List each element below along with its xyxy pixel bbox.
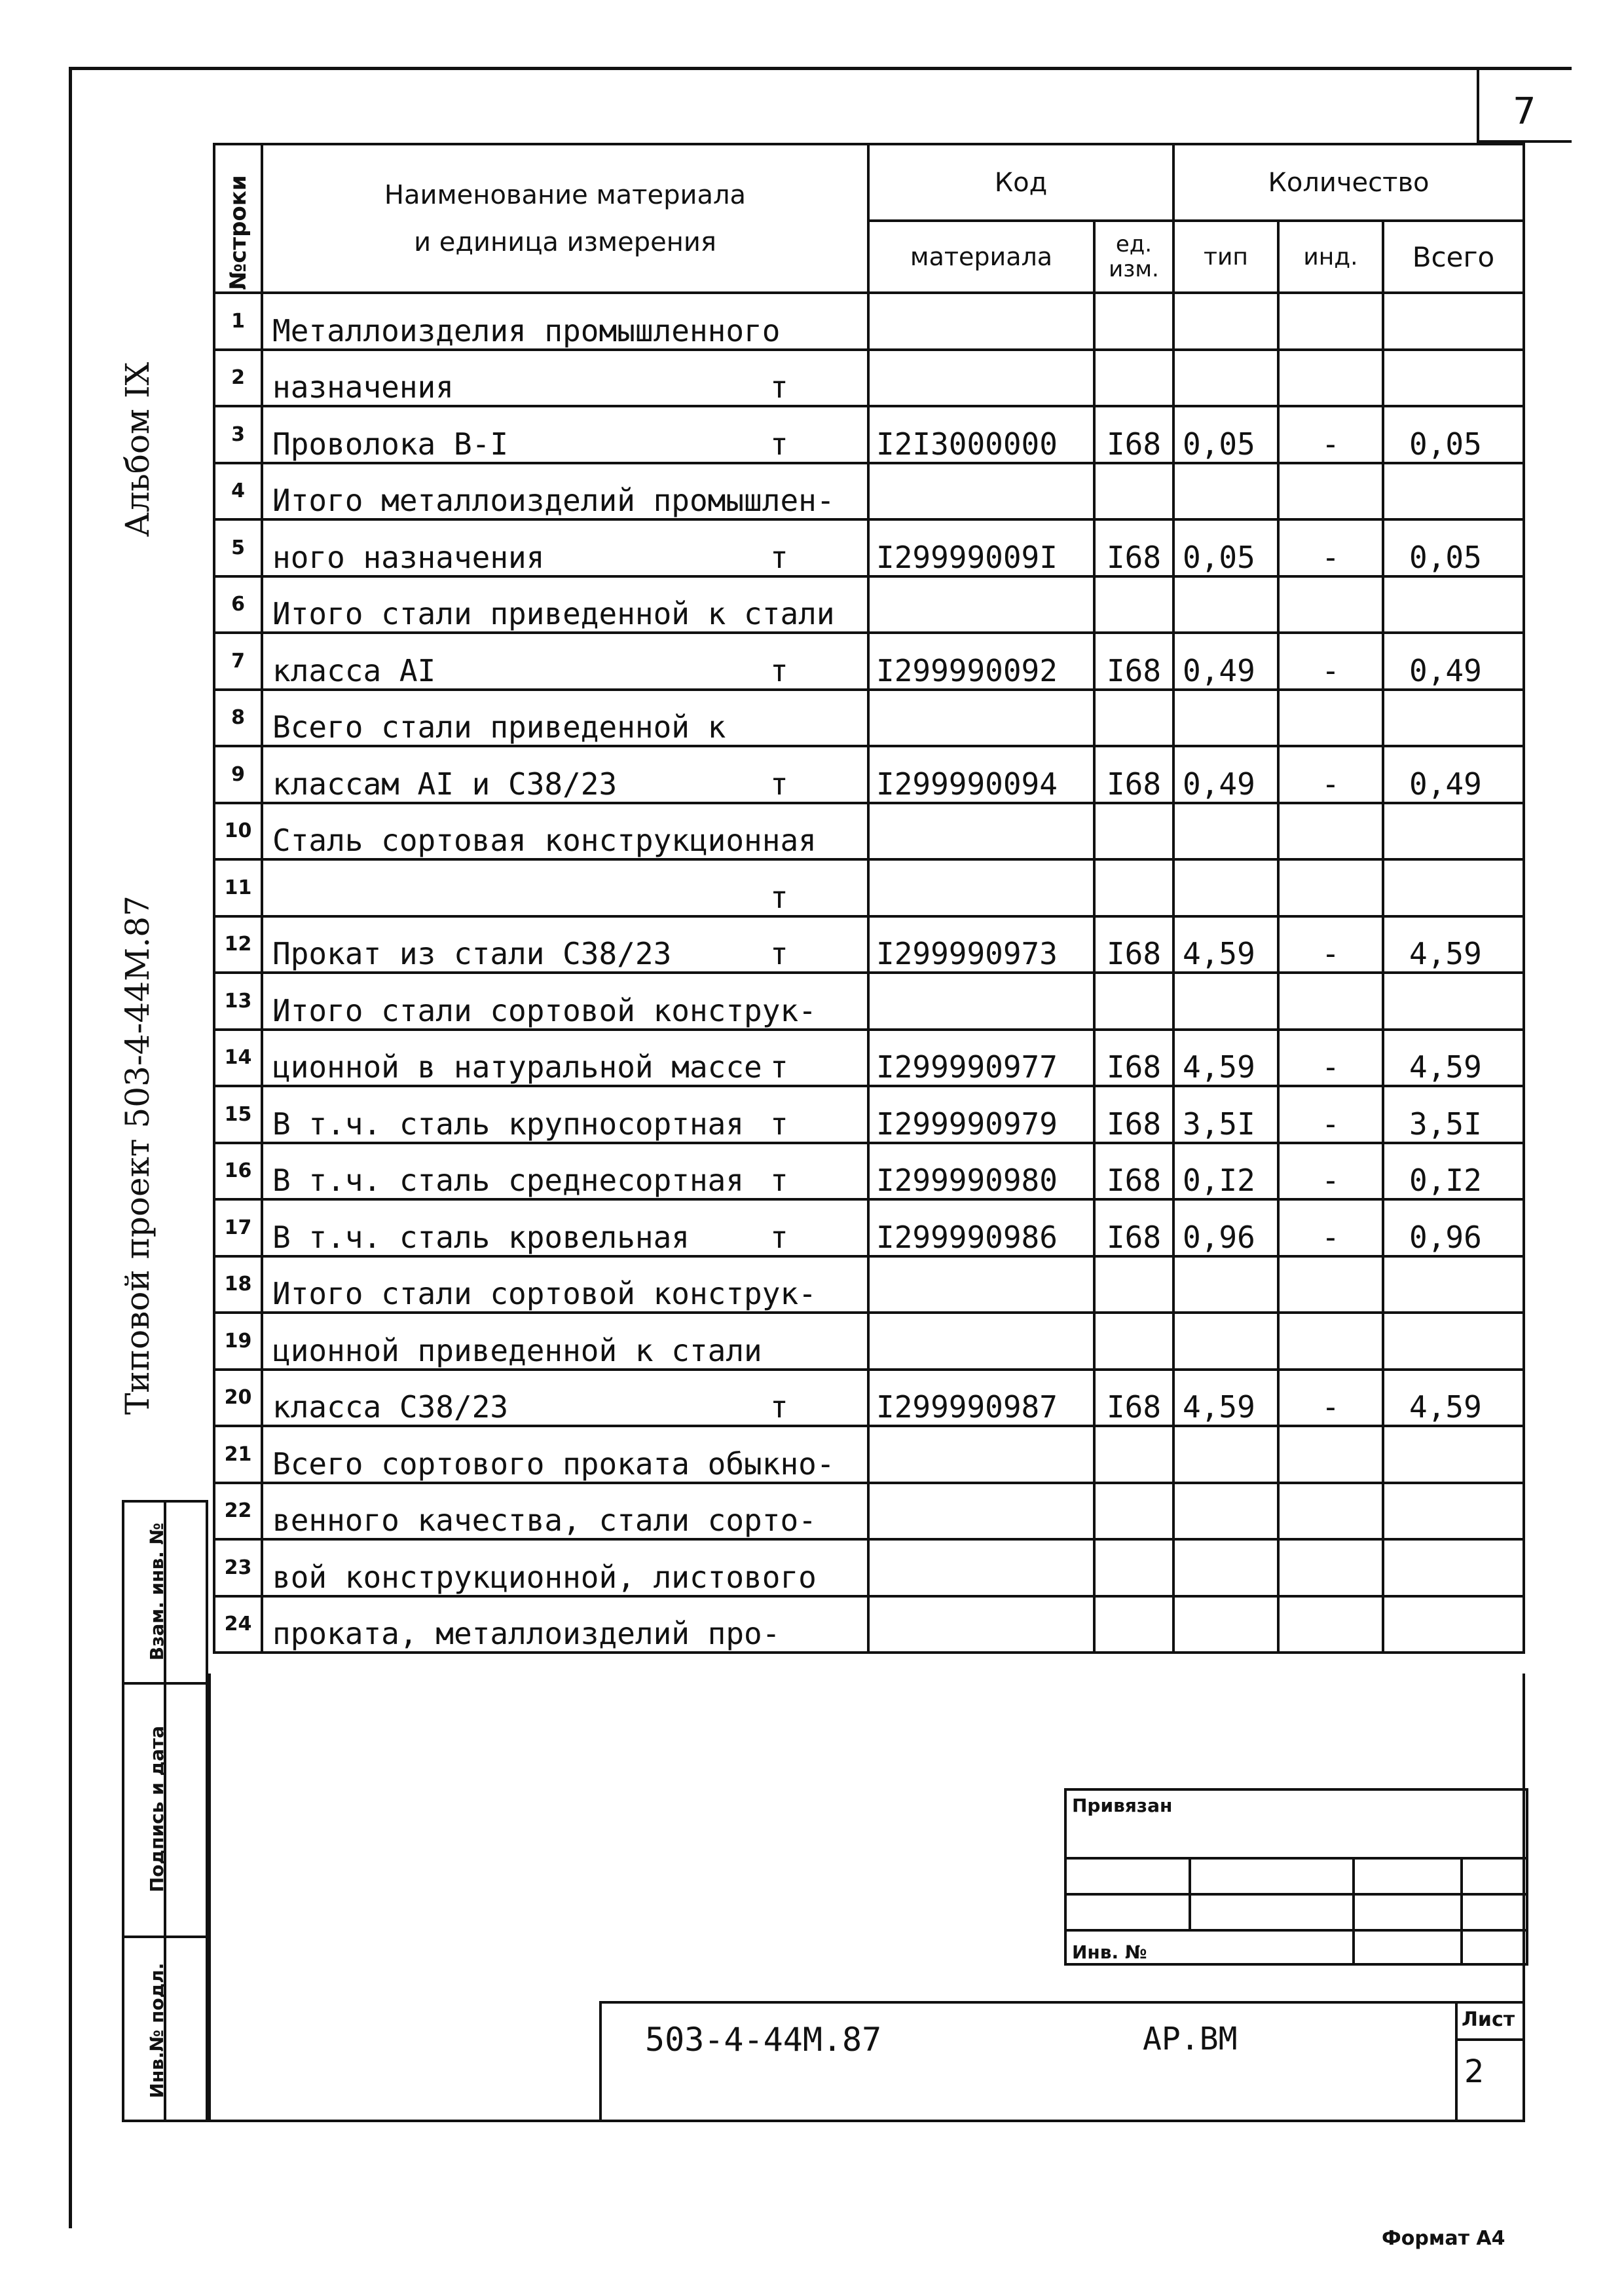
row-unit-code xyxy=(1094,1596,1173,1653)
header-row-no xyxy=(214,144,262,293)
table-row xyxy=(214,973,1524,1030)
row-name xyxy=(262,1030,868,1087)
row-qty-typ: 0,49 xyxy=(1173,633,1278,690)
row-unit-code: I68 xyxy=(1094,746,1173,803)
row-unit-code: I68 xyxy=(1094,916,1173,973)
row-qty-total: 4,59 xyxy=(1383,916,1524,973)
row-material-code xyxy=(868,1313,1094,1370)
row-name-text: В т.ч. сталь крупносортная xyxy=(272,1106,745,1142)
row-qty-total xyxy=(1383,973,1524,1030)
row-qty-typ: 0,96 xyxy=(1173,1199,1278,1256)
row-qty-total xyxy=(1383,293,1524,350)
row-qty-typ xyxy=(1173,576,1278,633)
table-row xyxy=(214,1539,1524,1596)
row-number: 13 xyxy=(214,973,262,1030)
row-qty-typ xyxy=(1173,859,1278,916)
row-qty-ind xyxy=(1278,803,1383,860)
title-block-divider xyxy=(1455,2001,1458,2122)
row-material-code xyxy=(868,1483,1094,1540)
row-qty-typ xyxy=(1173,463,1278,520)
row-name xyxy=(262,973,868,1030)
header-name-line2: и единица измерения xyxy=(414,227,716,257)
header-quantity: Количество xyxy=(1173,144,1524,221)
row-qty-ind: - xyxy=(1278,406,1383,463)
table-row xyxy=(214,1086,1524,1143)
row-qty-ind xyxy=(1278,1426,1383,1483)
table-row xyxy=(214,916,1524,973)
row-number: 21 xyxy=(214,1426,262,1483)
row-material-code xyxy=(868,293,1094,350)
row-qty-total: 0,49 xyxy=(1383,633,1524,690)
table-row xyxy=(214,1426,1524,1483)
row-name-text: ционной приведенной к стали xyxy=(272,1332,762,1368)
header-typ: тип xyxy=(1173,221,1278,293)
row-number: 18 xyxy=(214,1256,262,1313)
row-number: 15 xyxy=(214,1086,262,1143)
row-unit-code xyxy=(1094,859,1173,916)
row-unit-letter: т xyxy=(770,1106,788,1142)
row-material-code xyxy=(868,690,1094,747)
row-qty-total xyxy=(1383,350,1524,407)
row-unit-code xyxy=(1094,803,1173,860)
table-row xyxy=(214,350,1524,407)
sheet-label: Лист xyxy=(1462,2008,1515,2031)
row-name xyxy=(262,1256,868,1313)
row-qty-typ xyxy=(1173,1426,1278,1483)
row-unit-code: I68 xyxy=(1094,1199,1173,1256)
row-unit-code xyxy=(1094,293,1173,350)
table-row xyxy=(214,1483,1524,1540)
frame-left-line xyxy=(69,67,72,2228)
row-number: 5 xyxy=(214,519,262,576)
row-qty-ind xyxy=(1278,350,1383,407)
row-qty-total xyxy=(1383,1483,1524,1540)
sheet-divider xyxy=(1455,2038,1525,2041)
row-number: 2 xyxy=(214,350,262,407)
row-material-code xyxy=(868,576,1094,633)
row-qty-ind: - xyxy=(1278,1199,1383,1256)
doc-code: 503-4-44М.87 xyxy=(645,2021,882,2059)
row-name-text: В т.ч. сталь среднесортная xyxy=(272,1163,745,1198)
row-name-text: Итого металлоизделий промышлен- xyxy=(272,483,835,518)
row-qty-ind: - xyxy=(1278,1086,1383,1143)
row-qty-total xyxy=(1383,576,1524,633)
row-qty-total: 0,05 xyxy=(1383,519,1524,576)
row-qty-typ: 4,59 xyxy=(1173,1030,1278,1087)
table-row xyxy=(214,406,1524,463)
row-number: 22 xyxy=(214,1483,262,1540)
row-unit-letter: т xyxy=(770,879,788,915)
row-qty-typ xyxy=(1173,1313,1278,1370)
row-qty-ind: - xyxy=(1278,1030,1383,1087)
privyazan-label: Привязан xyxy=(1072,1795,1173,1816)
row-name-text: Проволока В-I xyxy=(272,426,509,462)
row-name xyxy=(262,576,868,633)
row-name xyxy=(262,1313,868,1370)
row-qty-total xyxy=(1383,1313,1524,1370)
row-qty-total: 4,59 xyxy=(1383,1030,1524,1087)
row-name-text: ного назначения xyxy=(272,539,545,575)
row-name xyxy=(262,916,868,973)
row-name xyxy=(262,1426,868,1483)
row-unit-letter: т xyxy=(770,426,788,462)
frame-top-line xyxy=(71,67,1572,70)
row-name xyxy=(262,1199,868,1256)
row-name xyxy=(262,1086,868,1143)
box-inv-label: Инв.№ подл. xyxy=(146,1962,168,2099)
row-name xyxy=(262,1539,868,1596)
row-unit-code: I68 xyxy=(1094,633,1173,690)
row-name-text: назначения xyxy=(272,369,454,405)
row-number: 7 xyxy=(214,633,262,690)
row-name xyxy=(262,803,868,860)
row-material-code: I299990986 xyxy=(868,1199,1094,1256)
table-row xyxy=(214,463,1524,520)
row-qty-total xyxy=(1383,463,1524,520)
row-qty-typ xyxy=(1173,293,1278,350)
row-name-text: класса С38/23 xyxy=(272,1389,509,1425)
row-unit-code: I68 xyxy=(1094,1143,1173,1200)
row-material-code: I299990973 xyxy=(868,916,1094,973)
table-row xyxy=(214,1143,1524,1200)
row-qty-total xyxy=(1383,859,1524,916)
row-unit-letter: т xyxy=(770,1049,788,1085)
row-qty-ind xyxy=(1278,1539,1383,1596)
row-number: 9 xyxy=(214,746,262,803)
row-qty-ind xyxy=(1278,1256,1383,1313)
row-qty-typ: 3,5I xyxy=(1173,1086,1278,1143)
row-qty-total xyxy=(1383,1539,1524,1596)
row-name-text: Итого стали сортовой конструк- xyxy=(272,992,817,1028)
row-number: 10 xyxy=(214,803,262,860)
row-unit-letter: т xyxy=(770,652,788,688)
row-name-text: Итого стали сортовой конструк- xyxy=(272,1276,817,1311)
row-material-code: I29999009I xyxy=(868,519,1094,576)
row-name-text: Сталь сортовая конструкционная xyxy=(272,823,817,858)
frame-corner-vline xyxy=(1477,67,1479,142)
row-qty-typ xyxy=(1173,803,1278,860)
row-qty-ind: - xyxy=(1278,1143,1383,1200)
row-unit-code xyxy=(1094,576,1173,633)
header-unit-line2: изм. xyxy=(1109,256,1159,282)
row-name-text: вой конструкционной, листового xyxy=(272,1559,817,1595)
header-code: Код xyxy=(868,144,1173,221)
row-material-code: I299990979 xyxy=(868,1086,1094,1143)
row-qty-ind xyxy=(1278,1313,1383,1370)
project-label: Типовой проект 503-4-44М.87 xyxy=(119,895,157,1415)
row-name xyxy=(262,519,868,576)
bottom-frame-left xyxy=(208,1674,211,2122)
row-number: 8 xyxy=(214,690,262,747)
row-qty-typ xyxy=(1173,973,1278,1030)
header-name xyxy=(262,144,868,293)
row-material-code xyxy=(868,803,1094,860)
row-qty-total: 3,5I xyxy=(1383,1086,1524,1143)
row-name-text: ционной в натуральной массе xyxy=(272,1049,762,1085)
table-row xyxy=(214,576,1524,633)
row-number: 23 xyxy=(214,1539,262,1596)
row-name-text: проката, металлоизделий про- xyxy=(272,1616,781,1651)
row-name-text: Итого стали приведенной к стали xyxy=(272,596,835,631)
row-qty-total xyxy=(1383,1426,1524,1483)
row-unit-letter: т xyxy=(770,936,788,971)
row-unit-letter: т xyxy=(770,1389,788,1425)
row-qty-typ xyxy=(1173,1539,1278,1596)
row-unit-letter: т xyxy=(770,766,788,802)
row-unit-code: I68 xyxy=(1094,1086,1173,1143)
table-row xyxy=(214,519,1524,576)
row-material-code xyxy=(868,1596,1094,1653)
row-name xyxy=(262,406,868,463)
row-material-code xyxy=(868,350,1094,407)
album-label: Альбом IX xyxy=(119,362,157,537)
row-qty-ind xyxy=(1278,293,1383,350)
table-row xyxy=(214,1256,1524,1313)
row-name xyxy=(262,1143,868,1200)
row-unit-code xyxy=(1094,463,1173,520)
row-name-text: класса АI xyxy=(272,652,436,688)
header-row-no-text: №строки xyxy=(225,175,251,290)
table-row xyxy=(214,633,1524,690)
row-material-code: I299990094 xyxy=(868,746,1094,803)
row-name xyxy=(262,1370,868,1427)
row-qty-ind: - xyxy=(1278,633,1383,690)
row-unit-code: I68 xyxy=(1094,1370,1173,1427)
row-qty-ind xyxy=(1278,690,1383,747)
row-qty-typ xyxy=(1173,350,1278,407)
row-name-text: венного качества, стали сорто- xyxy=(272,1503,817,1538)
row-unit-code xyxy=(1094,1483,1173,1540)
row-unit-code xyxy=(1094,1426,1173,1483)
row-name xyxy=(262,1596,868,1653)
row-qty-typ: 0,05 xyxy=(1173,519,1278,576)
row-qty-ind: - xyxy=(1278,1370,1383,1427)
row-material-code xyxy=(868,973,1094,1030)
row-number: 4 xyxy=(214,463,262,520)
row-number: 14 xyxy=(214,1030,262,1087)
row-qty-total xyxy=(1383,1256,1524,1313)
row-number: 20 xyxy=(214,1370,262,1427)
row-material-code xyxy=(868,1539,1094,1596)
row-unit-letter: т xyxy=(770,1219,788,1255)
row-material-code xyxy=(868,1426,1094,1483)
row-qty-typ xyxy=(1173,1256,1278,1313)
table-row xyxy=(214,1030,1524,1087)
row-unit-code: I68 xyxy=(1094,519,1173,576)
row-number: 17 xyxy=(214,1199,262,1256)
title-block xyxy=(599,2001,1525,2122)
row-unit-letter: т xyxy=(770,1163,788,1198)
row-material-code xyxy=(868,463,1094,520)
row-name xyxy=(262,1483,868,1540)
row-number: 3 xyxy=(214,406,262,463)
row-unit-code: I68 xyxy=(1094,1030,1173,1087)
row-name xyxy=(262,350,868,407)
row-qty-ind xyxy=(1278,859,1383,916)
row-material-code: I2I3000000 xyxy=(868,406,1094,463)
row-qty-typ xyxy=(1173,1483,1278,1540)
table-row xyxy=(214,1313,1524,1370)
doc-mark: АР.ВМ xyxy=(1143,2021,1238,2057)
row-qty-ind xyxy=(1278,463,1383,520)
row-qty-ind: - xyxy=(1278,916,1383,973)
row-qty-typ: 4,59 xyxy=(1173,916,1278,973)
sheet-number: 2 xyxy=(1464,2053,1485,2090)
header-unit xyxy=(1094,221,1173,293)
row-material-code xyxy=(868,1256,1094,1313)
box-podpis-label: Подпись и дата xyxy=(146,1725,168,1893)
row-unit-letter: т xyxy=(770,369,788,405)
row-unit-code xyxy=(1094,1539,1173,1596)
row-material-code: I299990980 xyxy=(868,1143,1094,1200)
row-qty-total: 4,59 xyxy=(1383,1370,1524,1427)
row-name-text: Всего стали приведенной к xyxy=(272,709,726,745)
row-material-code: I299990977 xyxy=(868,1030,1094,1087)
row-qty-ind xyxy=(1278,1596,1383,1653)
row-qty-ind: - xyxy=(1278,746,1383,803)
row-number: 11 xyxy=(214,859,262,916)
inv-no-label: Инв. № xyxy=(1072,1941,1147,1963)
privyazan-block xyxy=(1064,1788,1528,1966)
row-unit-code xyxy=(1094,690,1173,747)
row-qty-ind: - xyxy=(1278,519,1383,576)
row-name-text: классам АI и С38/23 xyxy=(272,766,618,802)
row-material-code xyxy=(868,859,1094,916)
row-unit-letter: т xyxy=(770,539,788,575)
row-unit-code xyxy=(1094,350,1173,407)
row-qty-ind xyxy=(1278,1483,1383,1540)
row-unit-code xyxy=(1094,973,1173,1030)
row-unit-code xyxy=(1094,1256,1173,1313)
table-row xyxy=(214,1596,1524,1653)
row-qty-typ: 0,I2 xyxy=(1173,1143,1278,1200)
box-vzam-label: Взам. инв. № xyxy=(146,1522,168,1661)
row-number: 16 xyxy=(214,1143,262,1200)
row-name-text: Металлоизделия промышленного xyxy=(272,312,781,348)
row-name xyxy=(262,293,868,350)
row-qty-typ: 0,49 xyxy=(1173,746,1278,803)
row-unit-code xyxy=(1094,1313,1173,1370)
row-name xyxy=(262,463,868,520)
corner-number: 7 xyxy=(1513,90,1536,133)
row-qty-ind xyxy=(1278,973,1383,1030)
materials-table xyxy=(213,143,1525,1654)
row-name-text: Прокат из стали С38/23 xyxy=(272,936,672,971)
row-qty-total: 0,96 xyxy=(1383,1199,1524,1256)
row-qty-total xyxy=(1383,1596,1524,1653)
row-qty-ind xyxy=(1278,576,1383,633)
header-material: материала xyxy=(868,221,1094,293)
row-qty-total xyxy=(1383,803,1524,860)
table-row xyxy=(214,859,1524,916)
row-number: 12 xyxy=(214,916,262,973)
row-qty-total xyxy=(1383,690,1524,747)
row-name-text: В т.ч. сталь кровельная xyxy=(272,1219,690,1255)
table-row xyxy=(214,690,1524,747)
row-number: 1 xyxy=(214,293,262,350)
row-qty-typ xyxy=(1173,1596,1278,1653)
row-number: 24 xyxy=(214,1596,262,1653)
header-total: Всего xyxy=(1383,221,1524,293)
row-name xyxy=(262,859,868,916)
table-row xyxy=(214,293,1524,350)
row-name xyxy=(262,633,868,690)
header-ind: инд. xyxy=(1278,221,1383,293)
row-number: 6 xyxy=(214,576,262,633)
row-qty-total: 0,49 xyxy=(1383,746,1524,803)
row-qty-total: 0,I2 xyxy=(1383,1143,1524,1200)
row-qty-typ: 4,59 xyxy=(1173,1370,1278,1427)
row-number: 19 xyxy=(214,1313,262,1370)
header-unit-line1: ед. xyxy=(1115,231,1153,257)
table-row xyxy=(214,1370,1524,1427)
row-unit-code: I68 xyxy=(1094,406,1173,463)
row-qty-total: 0,05 xyxy=(1383,406,1524,463)
row-name xyxy=(262,690,868,747)
format-label: Формат А4 xyxy=(1382,2227,1505,2250)
row-name-text: Всего сортового проката обыкно- xyxy=(272,1446,835,1482)
table-row xyxy=(214,1199,1524,1256)
row-name xyxy=(262,746,868,803)
table-row xyxy=(214,803,1524,860)
row-material-code: I299990987 xyxy=(868,1370,1094,1427)
header-name-line1: Наименование материала xyxy=(384,179,747,210)
row-qty-typ xyxy=(1173,690,1278,747)
row-material-code: I299990092 xyxy=(868,633,1094,690)
table-row xyxy=(214,746,1524,803)
row-qty-typ: 0,05 xyxy=(1173,406,1278,463)
